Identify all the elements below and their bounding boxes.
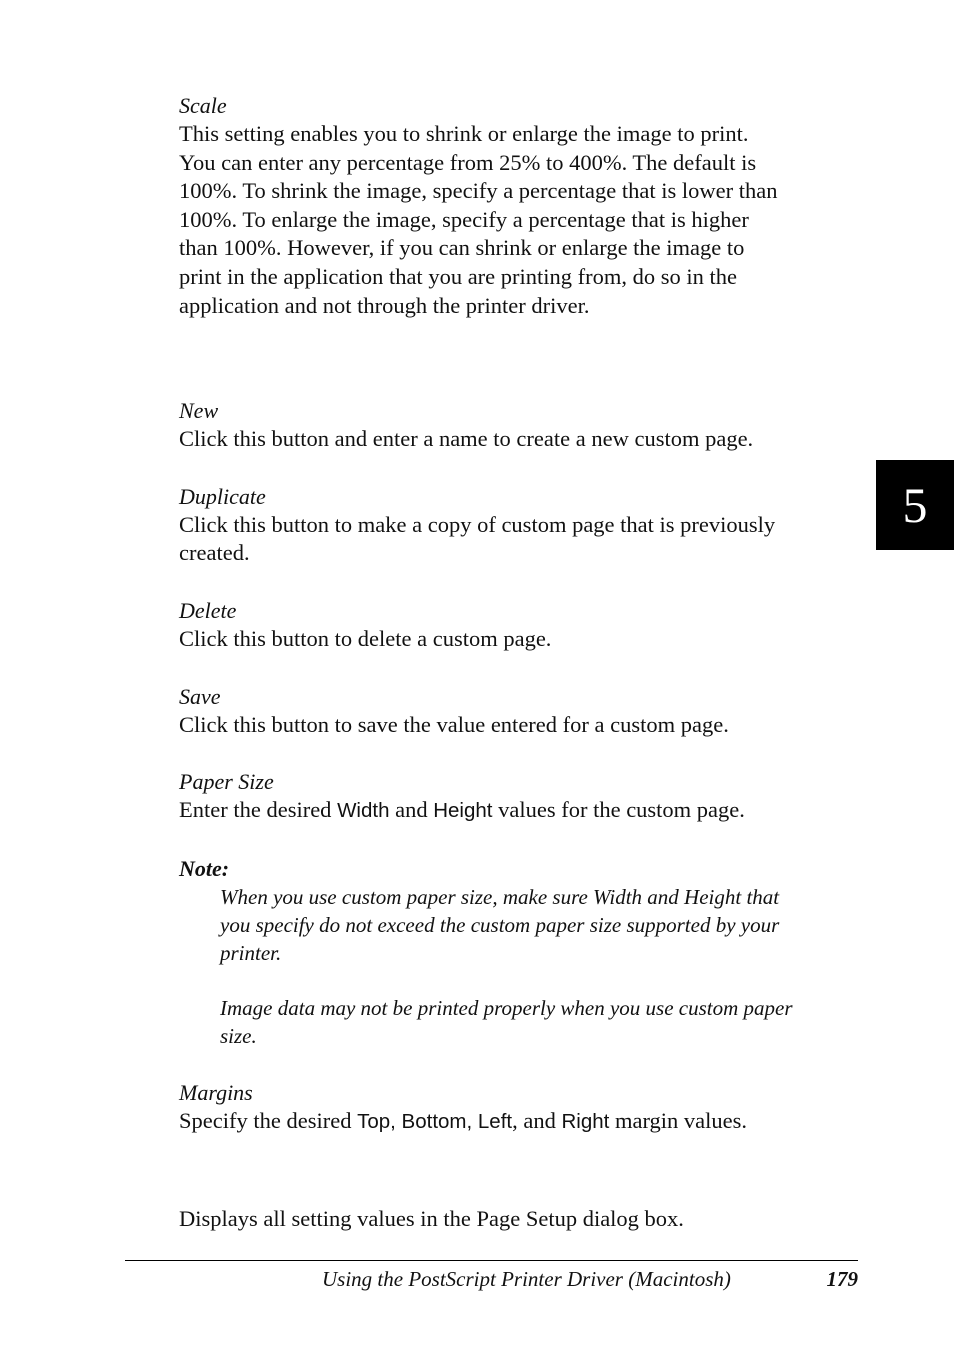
desc-line: Click this button and enter a name to create a new custom page.	[179, 426, 754, 452]
desc-line: 100%. To enlarge the image, specify a percentage that is higher	[179, 206, 749, 232]
ui-label-width: Width	[337, 799, 390, 823]
desc-line: Click this button to make a copy of custom page that is previously	[179, 511, 776, 537]
note-paragraph-1	[220, 883, 869, 968]
ui-label-left: Left	[477, 1110, 513, 1134]
note-line: When you use custom paper size, make sure Width and Height that	[220, 884, 780, 909]
separator: ,	[390, 1110, 402, 1134]
section-new	[179, 396, 869, 454]
desc-new	[179, 425, 869, 454]
desc-paper-size	[179, 796, 869, 826]
desc-delete	[179, 625, 869, 654]
desc-text: Enter the desired	[179, 797, 338, 823]
section-scale	[179, 91, 869, 320]
desc-line: This setting enables you to shrink or enlarge the image to print.	[179, 121, 749, 146]
separator: ,	[466, 1110, 478, 1134]
footer-title: Using the PostScript Printer Driver (Macintosh)	[322, 1267, 731, 1291]
section-paper-size	[179, 767, 869, 826]
desc-line: application and not through the printer driver.	[179, 292, 590, 318]
desc-text: values for the custom page.	[492, 797, 745, 823]
note-line: you specify do not exceed the custom paper size supported by your	[220, 913, 780, 938]
desc-line: created.	[179, 540, 250, 566]
term-delete: Delete	[179, 597, 237, 623]
footer-divider	[125, 1260, 858, 1261]
desc-save	[179, 711, 869, 740]
section-duplicate	[179, 482, 869, 568]
page-number: 179	[826, 1267, 858, 1291]
desc-summary: Displays all setting values in the Page Setup dialog box.	[179, 1205, 684, 1231]
ui-label-top: Top	[357, 1110, 391, 1134]
desc-duplicate	[179, 511, 869, 568]
note-line: printer.	[220, 941, 282, 966]
desc-line: Click this button to save the value entered for a custom page.	[179, 711, 729, 737]
chapter-tab: 5	[876, 460, 954, 550]
section-delete	[179, 596, 869, 654]
desc-line: Click this button to delete a custom page.	[179, 625, 552, 651]
separator: , and	[512, 1108, 562, 1134]
desc-line: You can enter any percentage from 25% to 400%. The default is	[179, 149, 757, 175]
note-line: Image data may not be printed properly when you use custom paper	[220, 995, 793, 1020]
note-heading: Note:	[179, 855, 230, 881]
desc-text: and	[389, 797, 434, 823]
desc-line: print in the application that you are printing from, do so in the	[179, 263, 738, 289]
page-content	[179, 91, 869, 1233]
desc-text: margin values.	[609, 1108, 748, 1134]
term-save: Save	[179, 683, 221, 709]
section-save	[179, 682, 869, 740]
ui-label-bottom: Bottom	[401, 1110, 467, 1134]
desc-text: Specify the desired	[179, 1108, 358, 1134]
term-margins: Margins	[179, 1080, 253, 1106]
ui-label-height: Height	[433, 799, 493, 823]
desc-margins	[179, 1107, 869, 1137]
term-paper-size: Paper Size	[179, 769, 274, 795]
section-margins	[179, 1078, 869, 1137]
desc-line: 100%. To shrink the image, specify a percentage that is lower than	[179, 178, 778, 204]
term-duplicate: Duplicate	[179, 483, 266, 509]
desc-scale	[179, 120, 869, 320]
section-summary	[179, 1205, 869, 1234]
desc-line: than 100%. However, if you can shrink or enlarge the image to	[179, 235, 745, 261]
term-scale: Scale	[179, 93, 227, 118]
ui-label-right: Right	[561, 1110, 610, 1134]
section-note	[179, 854, 869, 1050]
note-line: size.	[220, 1023, 257, 1048]
term-new: New	[179, 398, 219, 424]
note-paragraph-2	[220, 994, 869, 1051]
